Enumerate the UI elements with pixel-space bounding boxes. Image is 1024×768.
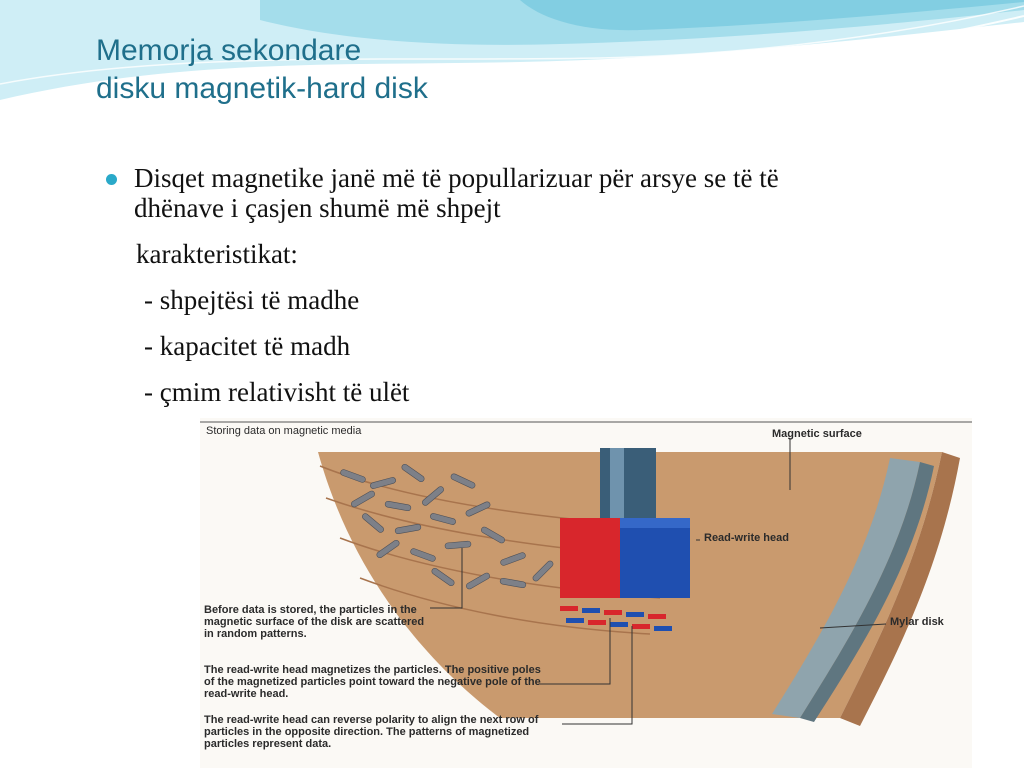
characteristic-item: - kapacitet të madh <box>144 331 351 361</box>
bullet-dot-icon <box>106 174 117 185</box>
bullet-text-line-2: dhënave i çasjen shumë më shpejt <box>134 193 501 223</box>
mylar-disk-label: Mylar disk <box>890 616 944 628</box>
title-line-1: Memorja sekondare <box>96 34 362 67</box>
slide-body <box>106 163 1016 407</box>
slide-title <box>96 32 428 108</box>
characteristics-heading: karakteristikat: <box>136 239 298 269</box>
figure-title: Storing data on magnetic media <box>206 425 362 437</box>
characteristic-item: - shpejtësi të madhe <box>144 285 360 315</box>
magnetic-surface-label: Magnetic surface <box>772 428 862 440</box>
read-write-head-label: Read-write head <box>704 532 789 544</box>
magnetic-media-figure <box>200 418 972 768</box>
title-line-2: disku magnetik-hard disk <box>96 72 428 105</box>
bullet-text-line-1: Disqet magnetike janë më të popullarizuar për arsye se të të <box>134 163 779 193</box>
bullet-item <box>106 163 1016 223</box>
characteristic-item: - çmim relativisht të ulët <box>144 377 410 407</box>
caption-magnetize: The read-write head magnetizes the particles. The positive poles of the magnetized particles point toward the negative pole of the read-write head. <box>204 664 541 700</box>
caption-before-storing: Before data is stored, the particles in the magnetic surface of the disk are scattered in random patterns. <box>204 604 425 640</box>
caption-reverse-polarity: The read-write head can reverse polarity to align the next row of particles in the opposite direction. The patterns of magnetized particles represent data. <box>204 714 539 750</box>
